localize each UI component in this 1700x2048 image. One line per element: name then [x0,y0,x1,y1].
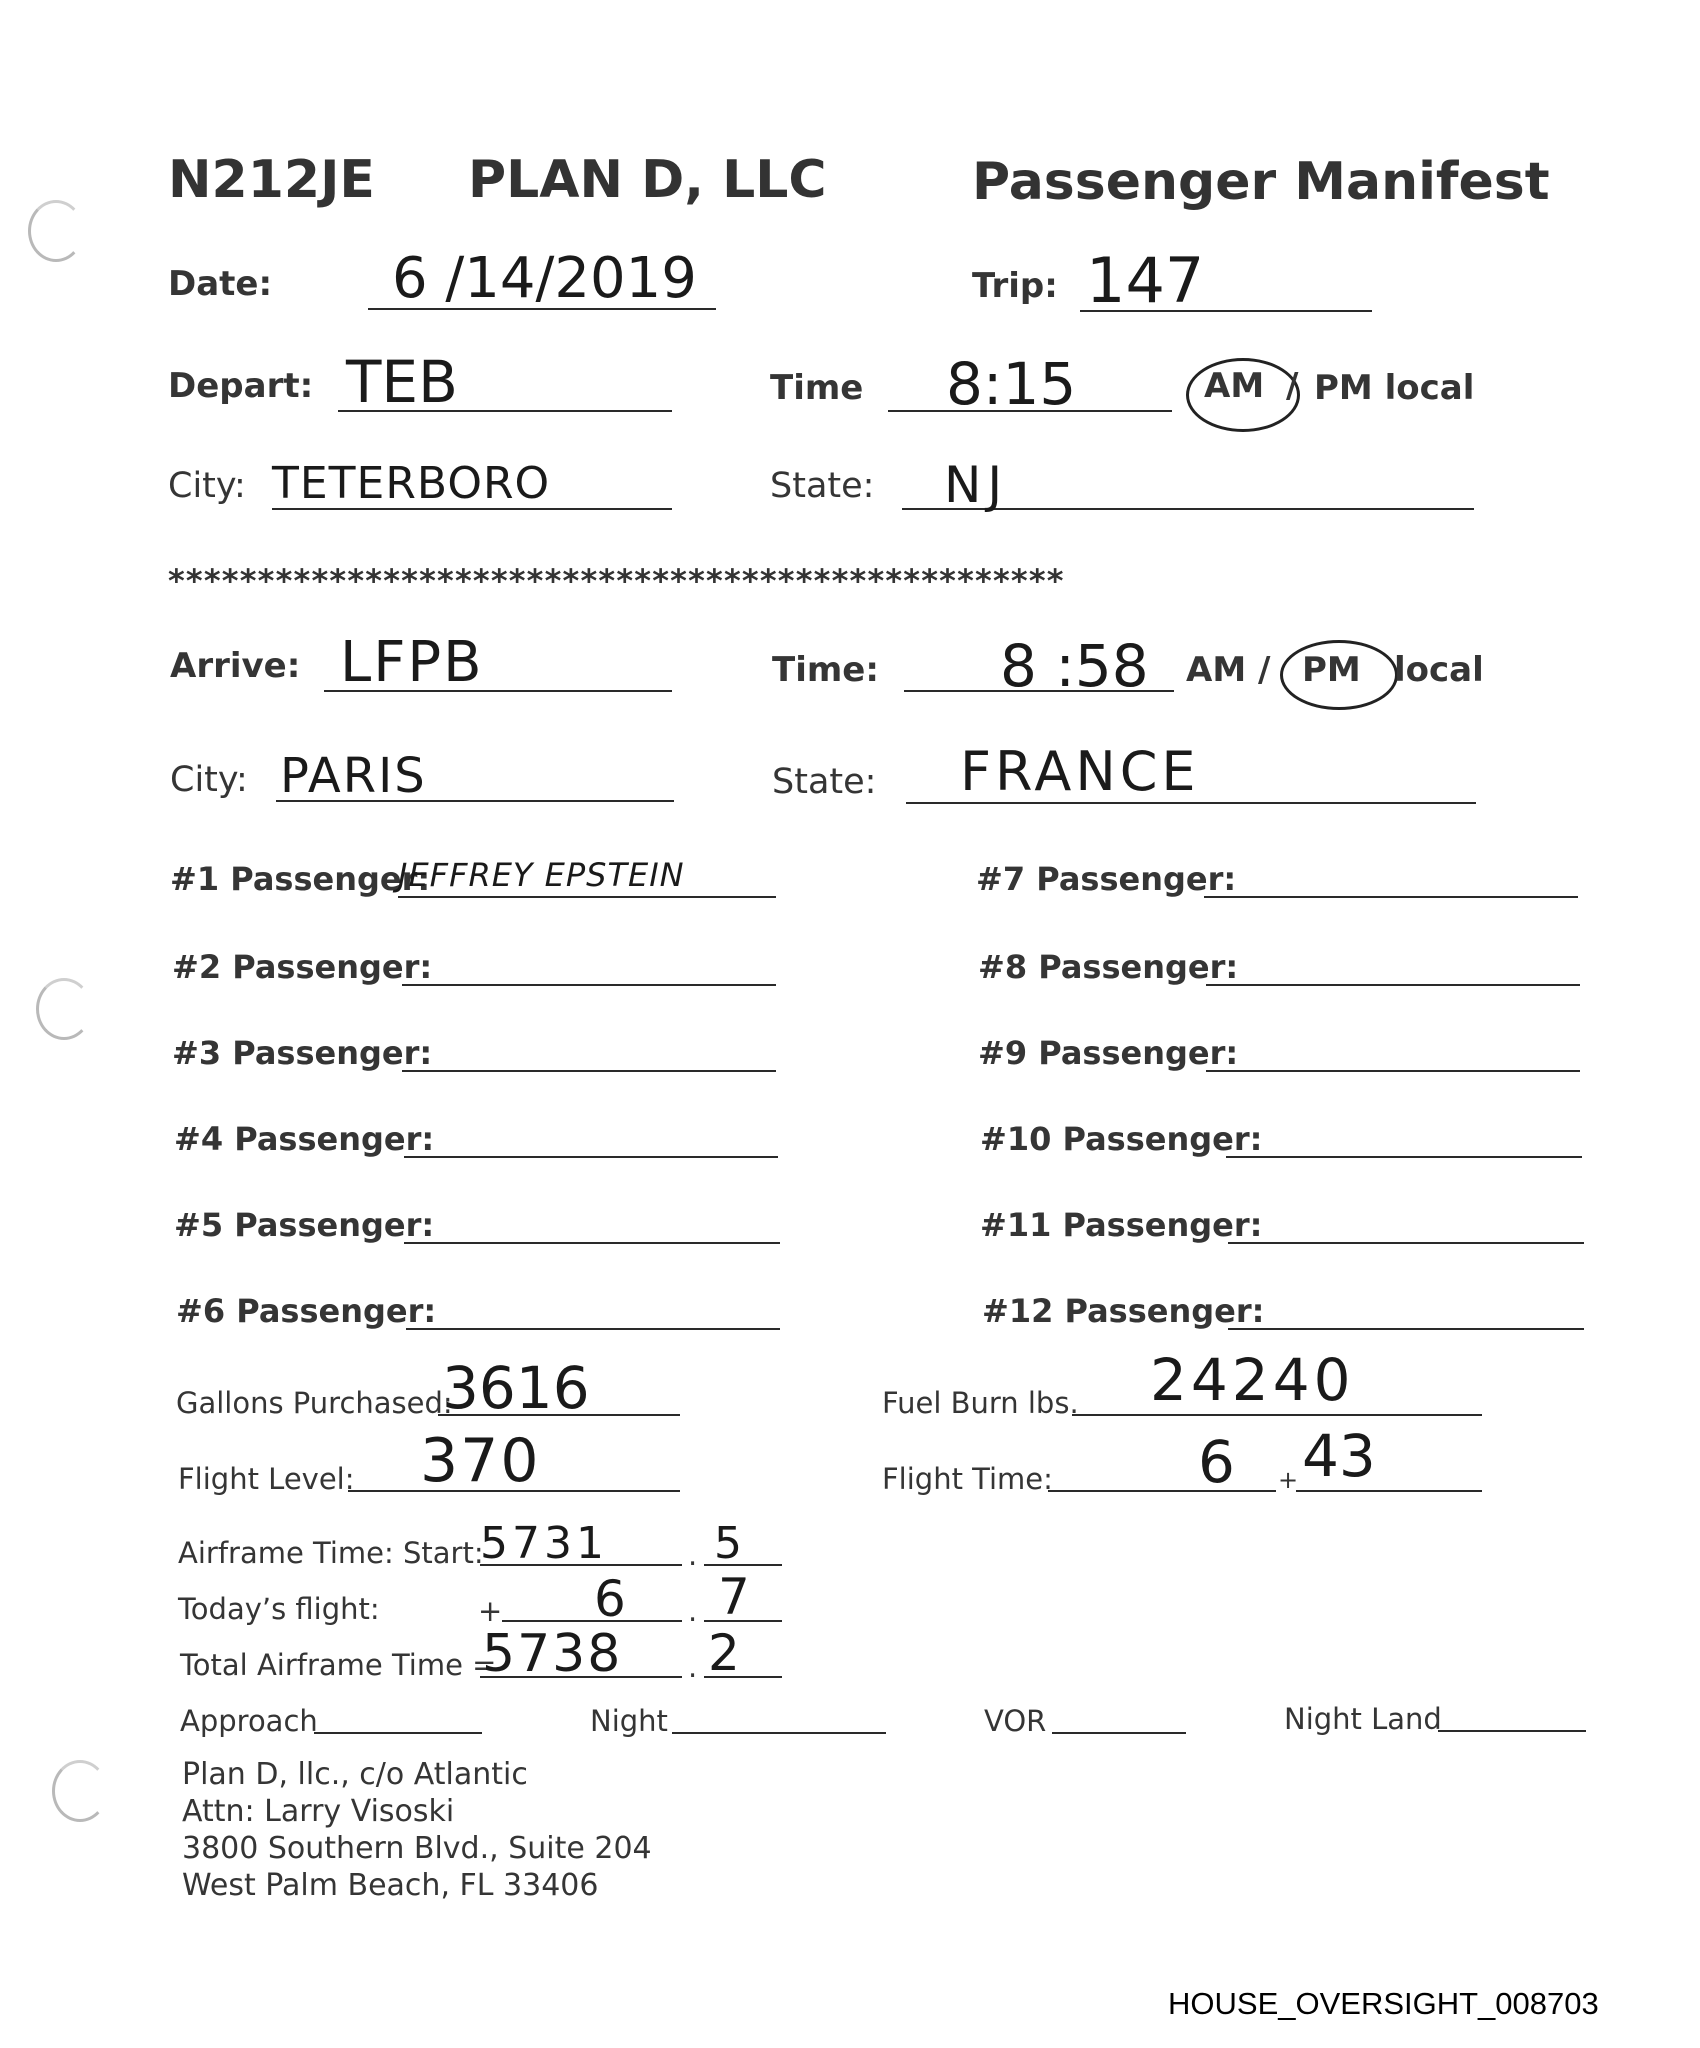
depart-am-option[interactable]: AM [1204,366,1265,406]
depart-pm-local[interactable]: PM local [1314,368,1475,408]
address-line-1: Plan D, llc., c/o Atlantic [182,1757,528,1792]
date-value[interactable]: 6 /14/2019 [392,246,697,311]
gallons-value[interactable]: 3616 [442,1354,590,1422]
passenger-1-label: #1 Passenger: [170,860,431,898]
todays-flight-label: Today’s flight: [178,1592,380,1626]
passenger-4-line[interactable] [404,1156,778,1158]
depart-city-label: City: [168,466,246,506]
passenger-10-line[interactable] [1226,1156,1582,1158]
passenger-9-label: #9 Passenger: [978,1034,1239,1072]
vor-line[interactable] [1052,1732,1186,1734]
depart-state-label: State: [770,466,875,506]
arrive-state-label: State: [772,762,877,802]
arrive-city-label: City: [170,760,248,800]
passenger-3-line[interactable] [402,1070,776,1072]
passenger-11-line[interactable] [1228,1242,1584,1244]
arrive-time-value[interactable]: 8 :58 [1000,632,1149,700]
night-label: Night [590,1704,668,1738]
binder-hole-bottom [52,1760,108,1822]
flight-time-minutes-line [1296,1490,1482,1492]
passenger-6-label: #6 Passenger: [176,1292,437,1330]
passenger-1-line [398,896,776,898]
passenger-5-line[interactable] [404,1242,780,1244]
fuel-burn-label: Fuel Burn lbs. [882,1386,1079,1420]
arrive-state-value[interactable]: FRANCE [960,740,1200,803]
passenger-10-label: #10 Passenger: [980,1120,1263,1158]
passenger-8-label: #8 Passenger: [978,948,1239,986]
form-title: Passenger Manifest [972,152,1550,212]
arrive-label: Arrive: [170,646,301,686]
total-airframe-whole[interactable]: 5738 [482,1624,623,1684]
address-line-3: 3800 Southern Blvd., Suite 204 [182,1831,652,1866]
total-airframe-label: Total Airframe Time = [180,1648,497,1682]
passenger-3-label: #3 Passenger: [172,1034,433,1072]
depart-label: Depart: [168,366,314,406]
binder-hole-top [28,200,84,262]
todays-flight-tenth[interactable]: 7 [718,1568,750,1626]
flight-level-label: Flight Level: [178,1462,355,1496]
address-line-4: West Palm Beach, FL 33406 [182,1868,599,1903]
approach-label: Approach [180,1704,318,1738]
depart-time-value[interactable]: 8:15 [946,350,1077,418]
airframe-start-label: Airframe Time: Start: [178,1536,484,1570]
address-block [182,1756,652,1904]
depart-state-value[interactable]: NJ [944,456,1009,514]
night-land-label: Night Land [1284,1702,1442,1736]
todays-flight-dot: . [688,1594,698,1628]
arrive-local: local [1394,650,1484,690]
vor-label: VOR [984,1704,1047,1738]
todays-flight-plus: + [478,1594,503,1628]
passenger-2-label: #2 Passenger: [172,948,433,986]
passenger-2-line[interactable] [402,984,776,986]
flight-time-hours-line [1048,1490,1276,1492]
depart-separator: / [1286,366,1299,406]
trip-label: Trip: [972,266,1058,306]
company-name: PLAN D, LLC [468,150,827,210]
total-airframe-tenth[interactable]: 2 [708,1624,740,1682]
depart-city-value[interactable]: TETERBORO [272,458,551,509]
flight-time-separator: + [1278,1466,1299,1494]
date-label: Date: [168,264,273,304]
approach-line[interactable] [314,1732,482,1734]
arrive-time-label: Time: [772,650,879,690]
address-line-2: Attn: Larry Visoski [182,1794,455,1829]
bates-number: HOUSE_OVERSIGHT_008703 [1168,1986,1599,2021]
passenger-12-label: #12 Passenger: [982,1292,1265,1330]
passenger-4-label: #4 Passenger: [174,1120,435,1158]
airframe-start-dot: . [688,1538,698,1572]
night-land-line[interactable] [1438,1730,1586,1732]
passenger-8-line[interactable] [1206,984,1580,986]
night-line[interactable] [672,1732,886,1734]
flight-time-label: Flight Time: [882,1462,1053,1496]
flight-time-minutes[interactable]: 43 [1302,1422,1376,1490]
section-separator: ************************************************** [168,562,1065,600]
passenger-11-label: #11 Passenger: [980,1206,1263,1244]
passenger-5-label: #5 Passenger: [174,1206,435,1244]
arrive-pm-option[interactable]: PM [1302,650,1361,690]
passenger-1-value[interactable]: JEFFREY EPSTEIN [398,856,685,894]
passenger-9-line[interactable] [1206,1070,1580,1072]
depart-value[interactable]: TEB [346,348,458,416]
depart-time-label: Time [770,368,864,408]
total-airframe-dot: . [688,1650,698,1684]
arrive-value[interactable]: LFPB [340,630,484,695]
passenger-6-line[interactable] [406,1328,780,1330]
arrive-am-option[interactable]: AM / [1186,650,1271,690]
fuel-burn-value[interactable]: 24240 [1150,1346,1355,1414]
flight-time-hours[interactable]: 6 [1198,1428,1235,1496]
flight-level-value[interactable]: 370 [420,1426,541,1496]
tail-number: N212JE [168,150,375,210]
todays-flight-line [502,1620,682,1622]
airframe-start-whole[interactable]: 5731 [480,1518,608,1569]
passenger-7-line[interactable] [1204,896,1578,898]
airframe-start-tenth[interactable]: 5 [714,1518,742,1569]
passenger-7-label: #7 Passenger: [976,860,1237,898]
binder-hole-middle [36,978,92,1040]
arrive-city-value[interactable]: PARIS [280,748,427,804]
fuel-burn-line [1072,1414,1482,1416]
trip-value[interactable]: 147 [1086,244,1205,317]
todays-flight-whole[interactable]: 6 [594,1570,626,1628]
gallons-label: Gallons Purchased: [176,1386,453,1420]
passenger-12-line[interactable] [1228,1328,1584,1330]
